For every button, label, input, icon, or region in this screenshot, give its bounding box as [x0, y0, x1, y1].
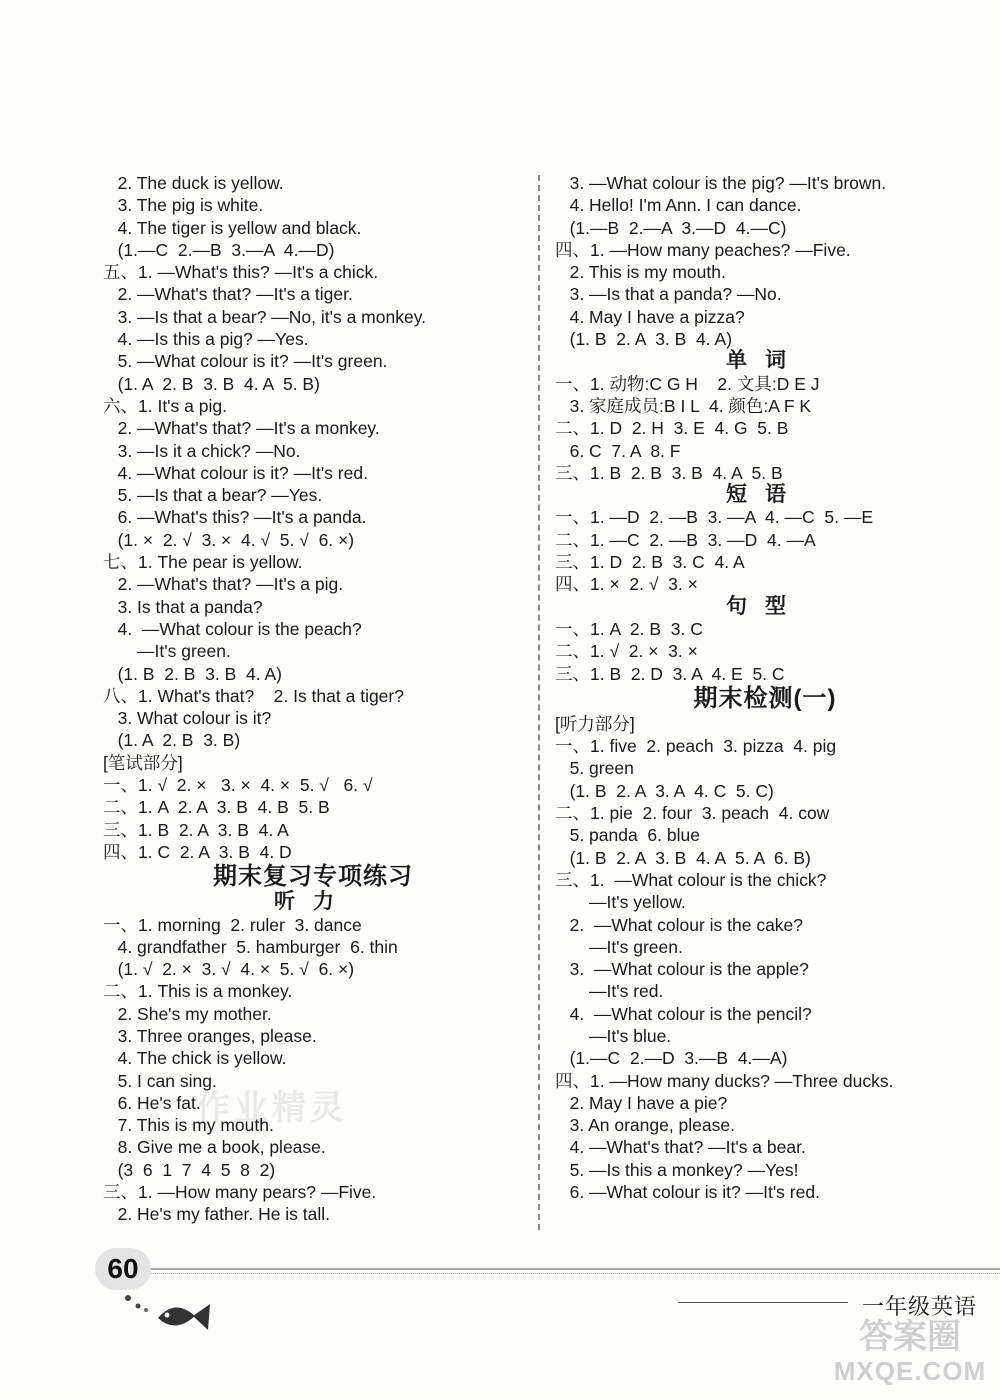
answer-line: (1. B 2. A 3. B 4. A 5. A 6. B)	[555, 847, 811, 868]
answer-line: 2. May I have a pie?	[555, 1092, 728, 1113]
watermark-main: 答案圈	[859, 1318, 961, 1356]
answer-line: 二、1. pie 2. four 3. peach 4. cow	[555, 803, 830, 824]
answer-line: 2. —What colour is the cake?	[555, 914, 804, 935]
answer-line: 3. Three oranges, please.	[103, 1025, 317, 1046]
section-heading: 单词	[726, 349, 804, 373]
answer-line: [笔试部分]	[103, 752, 183, 773]
answer-line: 4. The chick is yellow.	[103, 1048, 287, 1069]
answer-line: (1.—C 2.—D 3.—B 4.—A)	[555, 1048, 788, 1069]
answer-line: 四、1. —How many ducks? —Three ducks.	[555, 1070, 894, 1091]
answer-line: —It's green.	[555, 936, 683, 957]
answer-line: 四、1. C 2. A 3. B 4. D	[103, 841, 292, 862]
answer-line: 4. The tiger is yellow and black.	[103, 217, 362, 238]
answer-line: —It's red.	[555, 981, 664, 1002]
answer-line: 3. —Is that a bear? —No, it's a monkey.	[103, 306, 427, 327]
answer-line: 2. He's my father. He is tall.	[103, 1204, 331, 1225]
answer-line: 3. —Is it a chick? —No.	[103, 440, 301, 461]
grade-label: 一年级英语	[862, 1294, 978, 1319]
answer-line: 7. This is my mouth.	[103, 1115, 274, 1136]
answer-line: [听力部分]	[555, 713, 635, 734]
answer-line: 二、1. —C 2. —B 3. —D 4. —A	[555, 529, 816, 550]
answer-line: 4. —Is this a pig? —Yes.	[103, 329, 309, 350]
answer-line: (1. B 2. A 3. B 4. A)	[555, 329, 733, 350]
site-watermark	[820, 1320, 1000, 1395]
answer-line: 三、1. —What colour is the chick?	[555, 869, 827, 890]
right-answer-column	[555, 172, 975, 1203]
section-heading: 听力	[274, 890, 352, 914]
answer-line: (1. × 2. √ 3. × 4. √ 5. √ 6. ×)	[103, 529, 355, 550]
answer-line: 三、1. B 2. A 3. B 4. A	[103, 819, 289, 840]
answer-line: 二、1. This is a monkey.	[103, 981, 293, 1002]
answer-line: 3. —What colour is the pig? —It's brown.	[555, 173, 887, 193]
answer-line: 一、1. 动物:C G H 2. 文具:D E J	[555, 373, 820, 394]
answer-line: 2. —What's that? —It's a monkey.	[103, 418, 380, 439]
answer-line: 七、1. The pear is yellow.	[103, 552, 303, 573]
answer-line: (1.—B 2.—A 3.—D 4.—C)	[555, 217, 787, 238]
answer-line: 一、1. —D 2. —B 3. —A 4. —C 5. —E	[555, 507, 874, 528]
section-title: 期末检测(一)	[693, 684, 837, 712]
stamp-watermark: 作业精灵	[196, 1089, 348, 1127]
answer-line: 一、1. morning 2. ruler 3. dance	[103, 914, 362, 935]
answer-line: 4. grandfather 5. hamburger 6. thin	[103, 936, 398, 957]
answer-line: 5. green	[555, 758, 634, 779]
answer-line: 八、1. What's that? 2. Is that a tiger?	[103, 685, 404, 706]
answer-line: 4. —What colour is the pencil?	[555, 1003, 812, 1024]
answer-line: —It's blue.	[555, 1025, 672, 1046]
answer-line: —It's yellow.	[555, 892, 686, 913]
answer-line: (1. B 2. B 3. B 4. A)	[103, 663, 282, 684]
answer-line: 4. —What colour is it? —It's red.	[103, 462, 368, 483]
footer-rule	[150, 1268, 1000, 1270]
answer-line: 3. The pig is white.	[103, 195, 264, 216]
answer-line: 4. Hello! I'm Ann. I can dance.	[555, 195, 802, 216]
answer-line: 三、1. —How many pears? —Five.	[103, 1182, 377, 1203]
answer-line: 六、1. It's a pig.	[103, 395, 227, 416]
answer-line: (1. A 2. B 3. B 4. A 5. B)	[103, 373, 320, 394]
answer-line: 二、1. √ 2. × 3. ×	[555, 641, 698, 662]
answer-line: 二、1. A 2. A 3. B 4. B 5. B	[103, 797, 330, 818]
answer-line: 三、1. D 2. B 3. C 4. A	[555, 552, 745, 573]
answer-line: 五、1. —What's this? —It's a chick.	[103, 262, 379, 283]
answer-line: 三、1. B 2. D 3. A 4. E 5. C	[555, 663, 785, 684]
section-title: 期末复习专项练习	[213, 863, 413, 891]
answer-line: 6. C 7. A 8. F	[555, 440, 681, 461]
answer-line: 3. What colour is it?	[103, 708, 272, 729]
answer-line: 5. —What colour is it? —It's green.	[103, 351, 388, 372]
answer-line: 3. An orange, please.	[555, 1115, 735, 1136]
answer-line: 8. Give me a book, please.	[103, 1137, 326, 1158]
fish-icon	[120, 1280, 215, 1340]
left-answer-column	[103, 172, 523, 1226]
answer-line: 3. —What colour is the apple?	[555, 959, 809, 980]
answer-line: 5. I can sing.	[103, 1070, 217, 1091]
answer-line: (1. √ 2. × 3. √ 4. × 5. √ 6. ×)	[103, 959, 355, 980]
answer-line: 二、1. D 2. H 3. E 4. G 5. B	[555, 418, 789, 439]
answer-line: 3. Is that a panda?	[103, 596, 263, 617]
answer-line: 2. —What's that? —It's a pig.	[103, 574, 344, 595]
answer-line: 3. —Is that a panda? —No.	[555, 284, 782, 305]
footer-rule-dotted	[150, 1273, 1000, 1274]
answer-line: 5. —Is that a bear? —Yes.	[103, 485, 323, 506]
answer-line: 6. —What colour is it? —It's red.	[555, 1182, 820, 1203]
answer-line: 三、1. B 2. B 3. B 4. A 5. B	[555, 462, 783, 483]
answer-line: 2. —What's that? —It's a tiger.	[103, 284, 353, 305]
grade-rule	[678, 1302, 848, 1303]
answer-line: (1.—C 2.—B 3.—A 4.—D)	[103, 239, 335, 260]
section-heading: 短语	[726, 483, 804, 507]
answer-line: 4. —What's that? —It's a bear.	[555, 1137, 806, 1158]
answer-line: 5. panda 6. blue	[555, 825, 700, 846]
answer-line: (1. A 2. B 3. B)	[103, 730, 241, 751]
answer-line: (1. B 2. A 3. A 4. C 5. C)	[555, 780, 774, 801]
answer-line: 4. —What colour is the peach?	[103, 618, 362, 639]
answer-line: 6. He's fat.	[103, 1092, 201, 1113]
answer-line: 2. The duck is yellow.	[103, 173, 284, 193]
answer-line: —It's green.	[103, 641, 231, 662]
answer-line: 一、1. √ 2. × 3. × 4. × 5. √ 6. √	[103, 775, 373, 796]
watermark-sub: MXQE.COM	[833, 1356, 987, 1386]
page-number: 60	[95, 1248, 151, 1290]
answer-line: 四、1. × 2. √ 3. ×	[555, 574, 698, 595]
answer-line: (3 6 1 7 4 5 8 2)	[103, 1159, 276, 1180]
answer-line: 5. —Is this a monkey? —Yes!	[555, 1159, 799, 1180]
answer-line: 2. This is my mouth.	[555, 262, 726, 283]
answer-line: 四、1. —How many peaches? —Five.	[555, 239, 851, 260]
section-heading: 句型	[726, 594, 804, 618]
answer-line: 4. May I have a pizza?	[555, 306, 745, 327]
column-divider	[538, 175, 540, 1230]
answer-line: 2. She's my mother.	[103, 1003, 272, 1024]
answer-line: 3. 家庭成员:B I L 4. 颜色:A F K	[555, 395, 812, 416]
answer-line: 6. —What's this? —It's a panda.	[103, 507, 367, 528]
answer-line: 一、1. A 2. B 3. C	[555, 618, 703, 639]
answer-line: 一、1. five 2. peach 3. pizza 4. pig	[555, 736, 837, 757]
